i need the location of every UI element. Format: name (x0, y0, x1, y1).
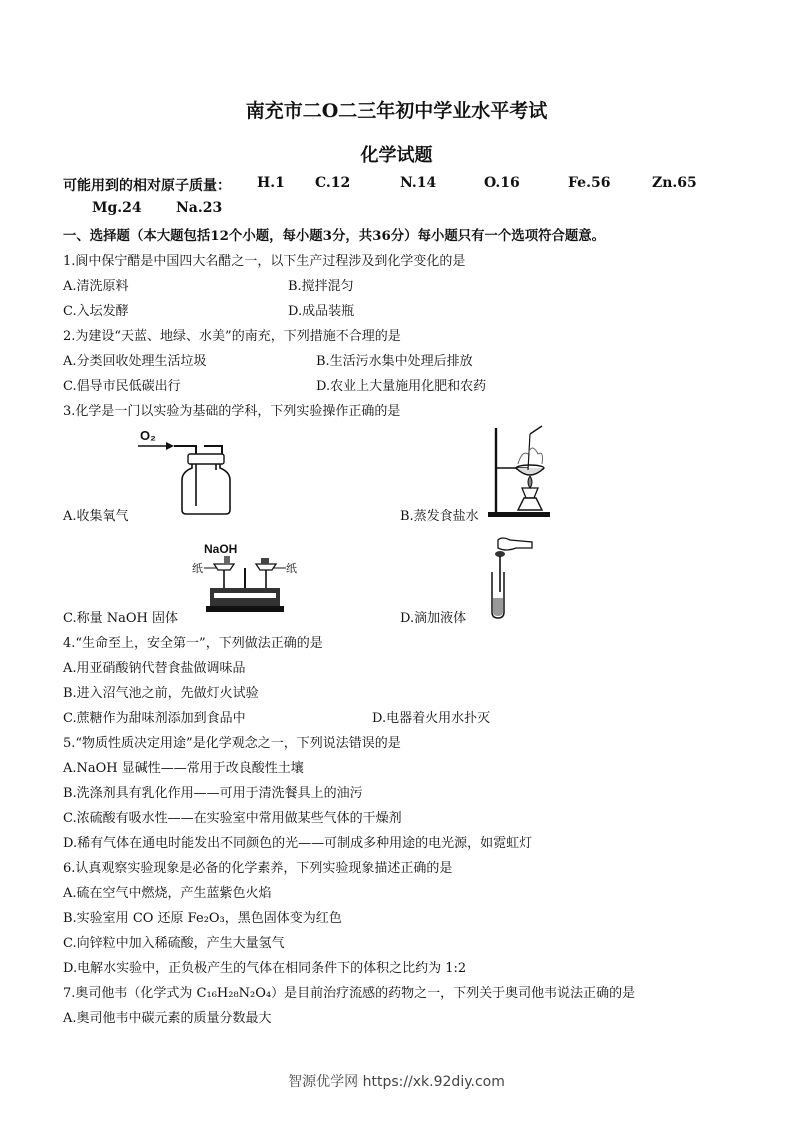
question-4-option-b: B.进入沼气池之前，先做灯火试验 (63, 686, 259, 701)
atomic-mass-fe: Fe.56 (568, 175, 611, 191)
gas-collection-bottle-figure (136, 424, 236, 520)
question-7-stem: 7.奥司他韦（化学式为 C₁₆H₂₈N₂O₄）是目前治疗流感的药物之一，下列关于奥司他韦说法正确的是 (63, 986, 636, 1001)
question-6-option-d: D.电解水实验中，正负极产生的气体在相同条件下的体积之比约为 1:2 (63, 961, 467, 976)
figure-c-paper-right-label: 纸 (286, 563, 297, 575)
question-4-stem: 4.“生命至上，安全第一”，下列做法正确的是 (63, 636, 323, 651)
question-3-stem: 3.化学是一门以实验为基础的学科，下列实验操作正确的是 (63, 404, 401, 419)
atomic-mass-o: O.16 (484, 175, 520, 191)
atomic-mass-zn: Zn.65 (652, 175, 697, 191)
question-1-option-a: A.清洗原料 (63, 279, 129, 294)
question-6-stem: 6.认真观察实验现象是必备的化学素养，下列实验现象描述正确的是 (63, 861, 453, 876)
question-6-option-a: A.硫在空气中燃烧，产生蓝紫色火焰 (63, 886, 272, 901)
question-5-stem: 5.“物质性质决定用途”是化学观念之一，下列说法错误的是 (63, 736, 401, 751)
question-5-option-d: D.稀有气体在通电时能发出不同颜色的光——可制成多种用途的电光源，如霓虹灯 (63, 836, 533, 851)
atomic-mass-c: C.12 (315, 175, 351, 191)
figure-c-naoh-label: NaOH (204, 542, 238, 556)
dropper-test-tube-figure (484, 536, 540, 620)
page-title: 南充市二O二三年初中学业水平考试 (245, 100, 548, 122)
page-subtitle: 化学试题 (360, 145, 433, 166)
question-3-option-c: C.称量 NaOH 固体 (63, 611, 179, 626)
section-heading: 一、选择题（本大题包括12个小题，每小题3分，共36分）每小题只有一个选项符合题意。 (63, 228, 606, 244)
atomic-mass-n: N.14 (400, 175, 437, 191)
question-2-stem: 2.为建设“天蓝、地绿、水美”的南充，下列措施不合理的是 (63, 329, 401, 344)
question-4-option-a: A.用亚硝酸钠代替食盐做调味品 (63, 661, 246, 676)
figure-a-o2-label: O₂ (140, 428, 156, 443)
question-1-option-b: B.搅拌混匀 (288, 279, 354, 294)
question-4-option-d: D.电器着火用水扑灭 (372, 711, 491, 726)
atomic-mass-label: 可能用到的相对原子质量： (63, 178, 231, 194)
question-6-option-c: C.向锌粒中加入稀硫酸，产生大量氢气 (63, 936, 285, 951)
question-1-option-d: D.成品装瓶 (288, 304, 355, 319)
question-5-option-a: A.NaOH 显碱性——常用于改良酸性土壤 (63, 761, 304, 776)
question-2-option-b: B.生活污水集中处理后排放 (316, 354, 473, 369)
question-1-stem: 1.阆中保宁醋是中国四大名醋之一，以下生产过程涉及到化学变化的是 (63, 254, 466, 269)
question-3-option-d: D.滴加液体 (400, 611, 467, 626)
question-2-option-a: A.分类回收处理生活垃圾 (63, 354, 207, 369)
footer-watermark: 智源优学网 https://xk.92diy.com (288, 1074, 505, 1090)
balance-weighing-figure (190, 538, 302, 620)
question-5-option-c: C.浓硫酸有吸水性——在实验室中常用做某些气体的干燥剂 (63, 811, 402, 826)
atomic-mass-mg: Mg.24 (92, 200, 142, 216)
atomic-mass-na: Na.23 (176, 200, 223, 216)
question-6-option-b: B.实验室用 CO 还原 Fe₂O₃，黑色固体变为红色 (63, 911, 342, 926)
question-5-option-b: B.洗涤剂具有乳化作用——可用于清洗餐具上的油污 (63, 786, 363, 801)
question-2-option-c: C.倡导市民低碳出行 (63, 379, 181, 394)
question-3-option-a: A.收集氧气 (63, 509, 129, 524)
question-7-option-a: A.奥司他韦中碳元素的质量分数最大 (63, 1011, 272, 1026)
question-1-option-c: C.入坛发酵 (63, 304, 129, 319)
evaporation-setup-figure (488, 424, 560, 520)
atomic-mass-h: H.1 (257, 175, 285, 191)
figure-c-paper-left-label: 纸 (192, 563, 203, 575)
question-2-option-d: D.农业上大量施用化肥和农药 (316, 379, 487, 394)
question-3-option-b: B.蒸发食盐水 (400, 509, 479, 524)
question-4-option-c: C.蔗糖作为甜味剂添加到食品中 (63, 711, 246, 726)
